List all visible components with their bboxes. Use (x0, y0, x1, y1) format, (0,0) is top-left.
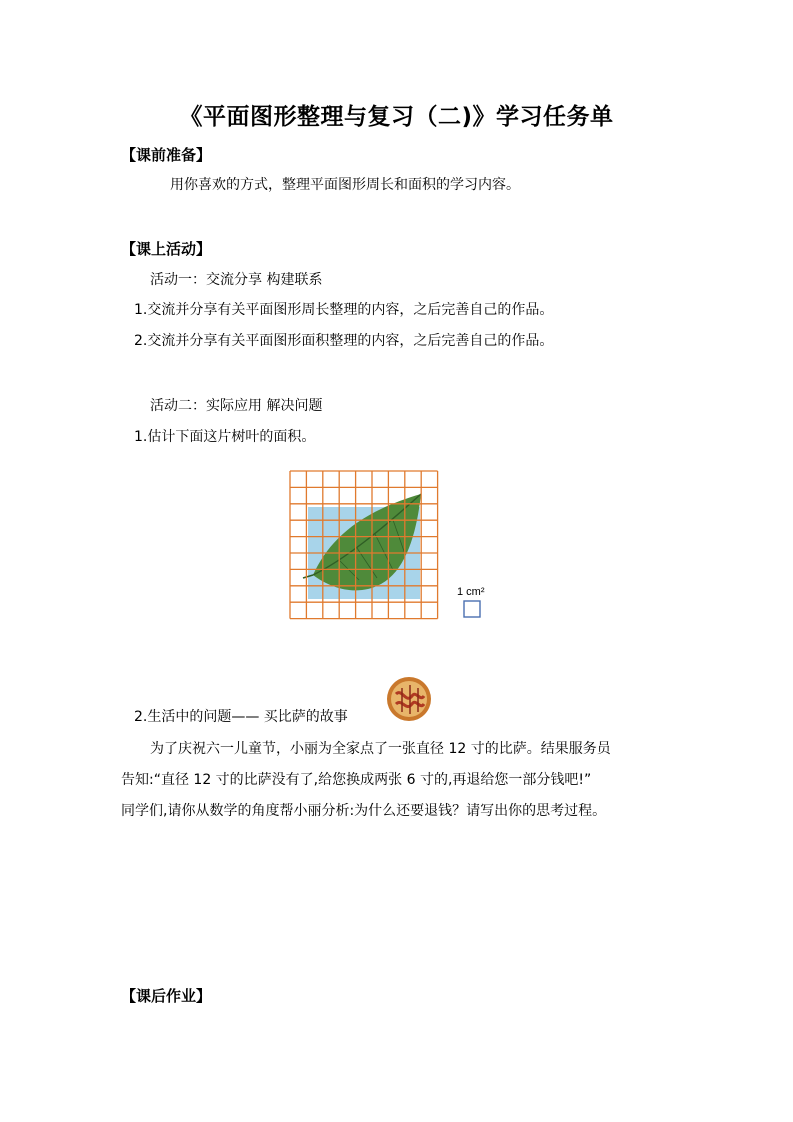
activity2-item-1: 1.估计下面这片树叶的面积。 (134, 429, 316, 445)
pre-class-heading: 【课前准备】 (121, 146, 212, 164)
unit-square (464, 601, 480, 617)
pre-class-text: 用你喜欢的方式，整理平面图形周长和面积的学习内容。 (170, 177, 520, 193)
pizza-paragraph-line-2: 告知:“直径 12 寸的比萨没有了,给您换成两张 6 寸的,再退给您一部分钱吧!” (121, 772, 592, 788)
in-class-heading: 【课上活动】 (121, 240, 212, 258)
page-title: 《平面图形整理与复习（二)》学习任务单 (179, 104, 614, 130)
activity1-title: 活动一：交流分享 构建联系 (150, 272, 323, 288)
unit-label: 1 cm² (457, 586, 485, 598)
post-class-heading: 【课后作业】 (121, 987, 212, 1005)
activity1-item-1: 1.交流并分享有关平面图形周长整理的内容，之后完善自己的作品。 (134, 302, 554, 318)
activity2-title: 活动二：实际应用 解决问题 (150, 398, 323, 414)
pizza-paragraph-line-1: 为了庆祝六一儿童节，小丽为全家点了一张直径 12 寸的比萨。结果服务员 (150, 741, 611, 757)
activity1-item-2: 2.交流并分享有关平面图形面积整理的内容，之后完善自己的作品。 (134, 333, 554, 349)
leaf-grid-svg (289, 470, 499, 630)
pizza-icon (386, 676, 432, 722)
pizza-paragraph-line-3: 同学们,请你从数学的角度帮小丽分析:为什么还要退钱？请写出你的思考过程。 (121, 803, 607, 819)
leaf-grid-figure (289, 470, 499, 630)
activity2-item-2: 2.生活中的问题—— 买比萨的故事 (134, 709, 348, 725)
